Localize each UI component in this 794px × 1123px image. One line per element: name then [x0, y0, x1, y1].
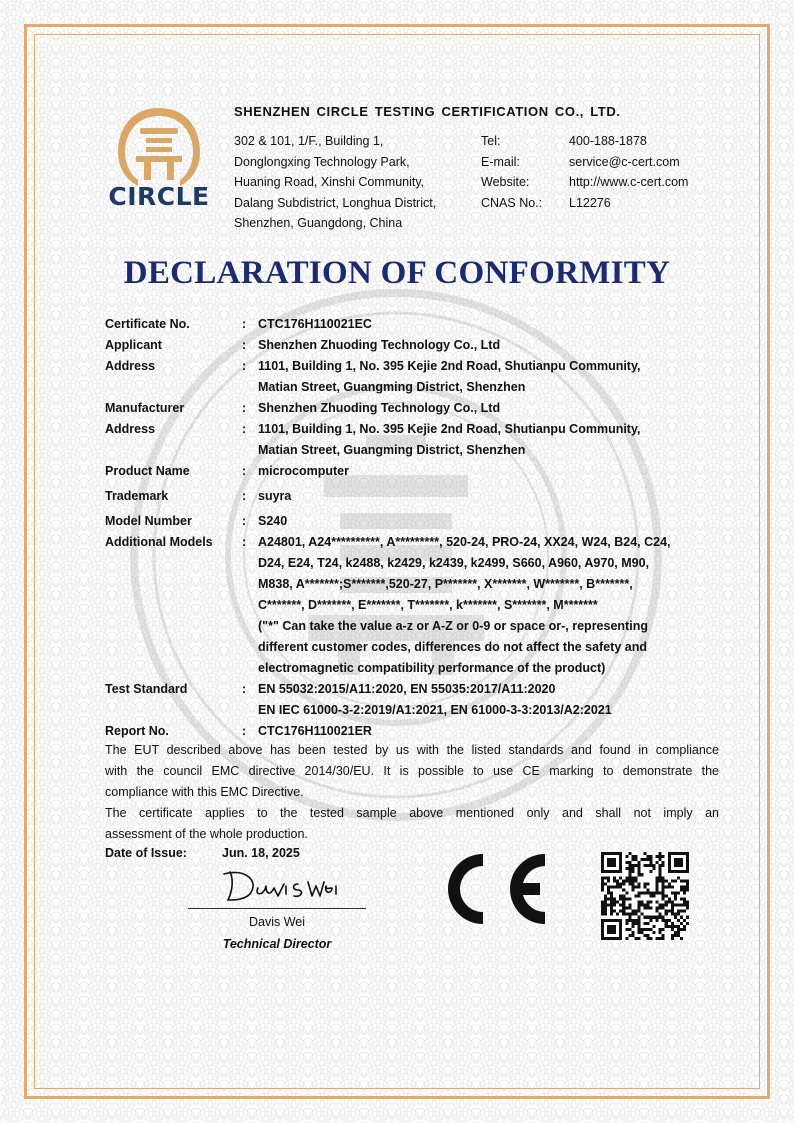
field-value: Shenzhen Zhuoding Technology Co., Ltd: [258, 401, 501, 415]
signature-line: [188, 908, 366, 909]
field-report-no: [105, 721, 725, 742]
field-value: [258, 419, 725, 461]
compliance-statement: [105, 740, 719, 845]
company-address: [234, 131, 436, 234]
contact-label: Website:: [481, 175, 530, 189]
address-line: 302 & 101, 1/F., Building 1,: [234, 134, 384, 148]
contact-value: http://www.c-cert.com: [569, 175, 689, 189]
statement-line: assessment of the whole production.: [105, 827, 308, 841]
field-certificate-no: [105, 314, 725, 335]
field-value: [258, 532, 725, 679]
field-label: Trademark: [105, 489, 169, 503]
statement-line: The certificate applies to the tested sample above mentioned only and shall not imply an: [105, 806, 719, 820]
field-colon: :: [242, 535, 247, 549]
field-value-line: C*******, D*******, E*******, T*******, k*******, S*******, M*******: [258, 598, 598, 612]
field-colon: :: [242, 317, 247, 331]
field-label: Address: [105, 359, 156, 373]
field-value: [258, 356, 725, 398]
field-value: [258, 679, 725, 721]
contact-email: [481, 152, 688, 173]
field-value-line: 1101, Building 1, No. 395 Kejie 2nd Road, Shutianpu Community,: [258, 359, 641, 373]
field-applicant: [105, 335, 725, 356]
field-manufacturer-address: [105, 419, 725, 461]
document-title: DECLARATION OF CONFORMITY: [123, 255, 671, 291]
field-label: Applicant: [105, 338, 162, 352]
address-line: Dalang Subdistrict, Longhua District,: [234, 195, 437, 210]
contact-cnas: [481, 193, 688, 214]
field-colon: :: [242, 401, 247, 415]
field-value-line: M838, A*******;S*******,520-27, P*******, X*******, W*******, B*******,: [258, 577, 633, 591]
field-value-line: electromagnetic compatibility performance of the product): [258, 661, 606, 675]
field-label: Product Name: [105, 464, 190, 478]
field-product-name: [105, 461, 725, 482]
contact-label: Tel:: [481, 134, 501, 148]
certificate-fields: [105, 314, 725, 742]
field-label: Address: [105, 422, 156, 436]
field-value-line: D24, E24, T24, k2488, k2429, k2439, k2499, S660, A960, A970, M90,: [258, 556, 650, 570]
field-value: microcomputer: [258, 464, 349, 478]
field-value-line: EN IEC 61000-3-2:2019/A1:2021, EN 61000-3-3:2013/A2:2021: [258, 703, 612, 717]
contact-value: 400-188-1878: [569, 134, 647, 148]
statement-line: compliance with this EMC Directive.: [105, 785, 304, 799]
field-label: Model Number: [105, 514, 192, 528]
field-label: Manufacturer: [105, 401, 185, 415]
field-colon: :: [242, 338, 247, 352]
field-value: suyra: [258, 489, 292, 503]
field-trademark: [105, 486, 725, 507]
field-colon: :: [242, 464, 247, 478]
field-value: CTC176H110021EC: [258, 317, 372, 331]
date-of-issue-value: Jun. 18, 2025: [222, 846, 300, 860]
address-line: Shenzhen, Guangdong, China: [234, 216, 403, 230]
field-value-line: Matian Street, Guangming District, Shenzhen: [258, 443, 526, 457]
field-colon: :: [242, 682, 247, 696]
field-manufacturer: [105, 398, 725, 419]
field-value-line: EN 55032:2015/A11:2020, EN 55035:2017/A11:2020: [258, 682, 556, 696]
field-label: Test Standard: [105, 682, 188, 696]
contact-value: service@c-cert.com: [569, 154, 680, 169]
field-label: Additional Models: [105, 535, 213, 549]
statement-line: with the council EMC directive 2014/30/EU. It is possible to use CE marking to demonstrate the: [105, 764, 719, 778]
handwritten-signature: [220, 866, 340, 906]
field-applicant-address: [105, 356, 725, 398]
field-value: CTC176H110021ER: [258, 724, 372, 738]
field-additional-models: [105, 532, 725, 679]
signer-title: Technical Director: [222, 937, 332, 951]
field-value-line: A24801, A24**********, A*********, 520-24, PRO-24, XX24, W24, B24, C24,: [258, 535, 671, 549]
field-test-standard: [105, 679, 725, 721]
field-value-line: 1101, Building 1, No. 395 Kejie 2nd Road, Shutianpu Community,: [258, 422, 641, 436]
company-name: SHENZHEN CIRCLE TESTING CERTIFICATION CO., LTD.: [234, 104, 621, 119]
field-value: S240: [258, 514, 288, 528]
contact-value: L12276: [569, 195, 611, 210]
field-model-number: [105, 511, 725, 532]
contact-tel: [481, 131, 688, 152]
company-contacts: [481, 131, 688, 213]
field-label: Certificate No.: [105, 317, 190, 331]
contact-label: CNAS No.:: [481, 195, 543, 210]
date-of-issue-label: Date of Issue:: [105, 846, 187, 860]
signer-name: Davis Wei: [248, 915, 306, 929]
field-value-line: different customer codes, differences do not affect the safety and: [258, 640, 647, 654]
field-label: Report No.: [105, 724, 169, 738]
field-value: Shenzhen Zhuoding Technology Co., Ltd: [258, 338, 501, 352]
circle-logo-wordmark: CIRCLE: [108, 182, 210, 211]
field-colon: :: [242, 724, 247, 738]
qr-code-icon: [601, 852, 689, 940]
ce-mark-icon: [444, 850, 548, 928]
contact-label: E-mail:: [481, 154, 520, 169]
field-colon: :: [242, 489, 247, 503]
address-line: Donglongxing Technology Park,: [234, 154, 410, 169]
field-value-line: Matian Street, Guangming District, Shenzhen: [258, 380, 526, 394]
field-value-line: ("*" Can take the value a-z or A-Z or 0-9 or space or-, representing: [258, 619, 648, 633]
field-colon: :: [242, 359, 247, 373]
field-colon: :: [242, 514, 247, 528]
address-line: Huaning Road, Xinshi Community,: [234, 175, 425, 189]
contact-website: [481, 172, 688, 193]
field-colon: :: [242, 422, 247, 436]
statement-line: The EUT described above has been tested by us with the listed standards and found in compliance: [105, 743, 719, 757]
